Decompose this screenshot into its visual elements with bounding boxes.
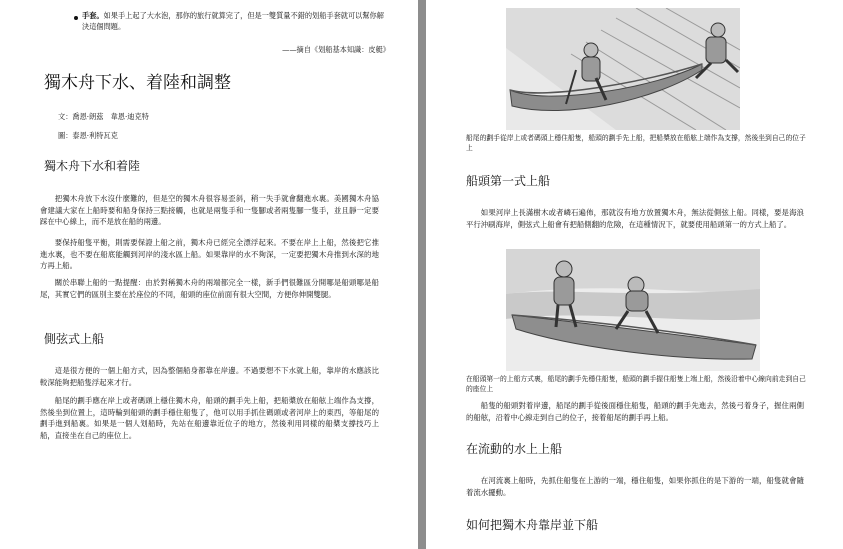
paragraph: 船隻的船頭對着岸邊，船尾的劃手從後面穩住船隻，船頭的劃手先進去，然後弓着身子，握住兩側的船舷，沿着中心線走到自己的位子，接着船尾的劃手再上船。 (466, 401, 804, 422)
paragraph: 在河流裏上船時，先抓住船隻在上游的一端，穩住船隻，如果你抓住的是下游的一端，船隻就會隨着流水擺動。 (466, 476, 804, 497)
paragraph: 關於串聯上船的一點提醒：由於對稱獨木舟的兩端都完全一樣，新手們很難區分開哪是船頭哪是船尾，其實它們的區別主要在於座位的不同，船頭的座位前面有很大空間，方便你伸開雙腿。 (40, 278, 379, 299)
paragraph: 要保持船隻平衡，則需要保證上船之前，獨木舟已經完全漂浮起來。不要在岸上上船，然後把它推進水裏，也不要在船底能觸到河岸的淺水區上船。如果靠岸的水不夠深，一定要把獨木舟推到水深的地方再上船。 (40, 238, 379, 271)
page-divider (418, 0, 426, 549)
bullet-dot (74, 16, 78, 20)
paragraph: 船尾的劃手應在岸上或者碼頭上穩住獨木舟，船頭的劃手先上船，把船槳放在船舷上端作為支撐，然後坐到位置上，這時輪到船頭的劃手穩住船隻了，他可以用手抓住碼頭或者河岸上的東西，等船尾的劃手進到船裏。如果是一個人划船時，先站在船邊靠近位子的地方，然後利用同樣的船槳支撐技巧上船，直接坐在自己的座位上。 (40, 396, 379, 440)
paragraph: 這是很方便的一個上船方式，因為整個船身都靠在岸邊。不過要想不下水就上船，靠岸的水應該比較深能夠把船隻浮起來才行。 (40, 366, 379, 387)
section-heading-moving-water: 在流動的水上上船 (466, 442, 563, 456)
article-title: 獨木舟下水、着陸和調整 (44, 73, 231, 93)
caption-illustration-1: 船尾的劃手從岸上或者碼頭上穩住船隻，船頭的劃手先上船，把船槳放在船舷上端作為支撐，然後坐到自己的位子上 (466, 134, 806, 152)
section-heading-bow-first: 船頭第一式上船 (466, 174, 551, 188)
illustration-bow-first-boarding (506, 249, 760, 371)
bullet-text: 如果手上起了大水泡，那你的旅行就算完了，但是一雙質量不錯的划船手套就可以幫你解決這個問題。 (82, 11, 384, 31)
section-heading-side: 側弦式上船 (44, 332, 105, 346)
bullet-term: 手套。 (82, 11, 104, 20)
right-page (426, 0, 843, 549)
bullet-item (82, 10, 387, 32)
paragraph: 把獨木舟放下水沒什麼難的，但是空的獨木舟很容易歪斜，稍一失手就會翻進水裏。美國獨木舟協會建議大家在上船時要和船身保持三點接觸，也就是兩隻手和一隻腳或者兩隻腳一隻手，並且靜一定要踩在中心線上，而不是放在船的兩邊。 (40, 194, 379, 227)
section-heading-landing: 如何把獨木舟靠岸並下船 (466, 518, 599, 532)
quote-source: ——摘自《划船基本知識：皮艇》 (282, 45, 390, 54)
section-heading-launch: 獨木舟下水和着陸 (44, 159, 141, 173)
left-page (0, 0, 418, 549)
byline-text: 文：喬恩·朗茲 韋恩·迪克特 (58, 112, 149, 121)
illustration-dock-boarding (506, 8, 740, 130)
paragraph: 如果河岸上長滿樹木或者嶙石遍佈，那就沒有地方放置獨木舟，無法從側弦上船。同樣，要是海浪平行沖刷海岸，側弦式上船會有把船側翻的危險，在這種情況下，就要使用船頭第一的方式上船了。 (466, 208, 804, 229)
caption-illustration-2: 在船頭第一的上船方式裏，船尾的劃手先穩住船隻，船頭的劃手握住船隻上端上船，然後沿着中心線向前走到自己的座位上 (466, 375, 806, 393)
byline-images: 圖：泰恩·利特瓦克 (58, 131, 118, 140)
